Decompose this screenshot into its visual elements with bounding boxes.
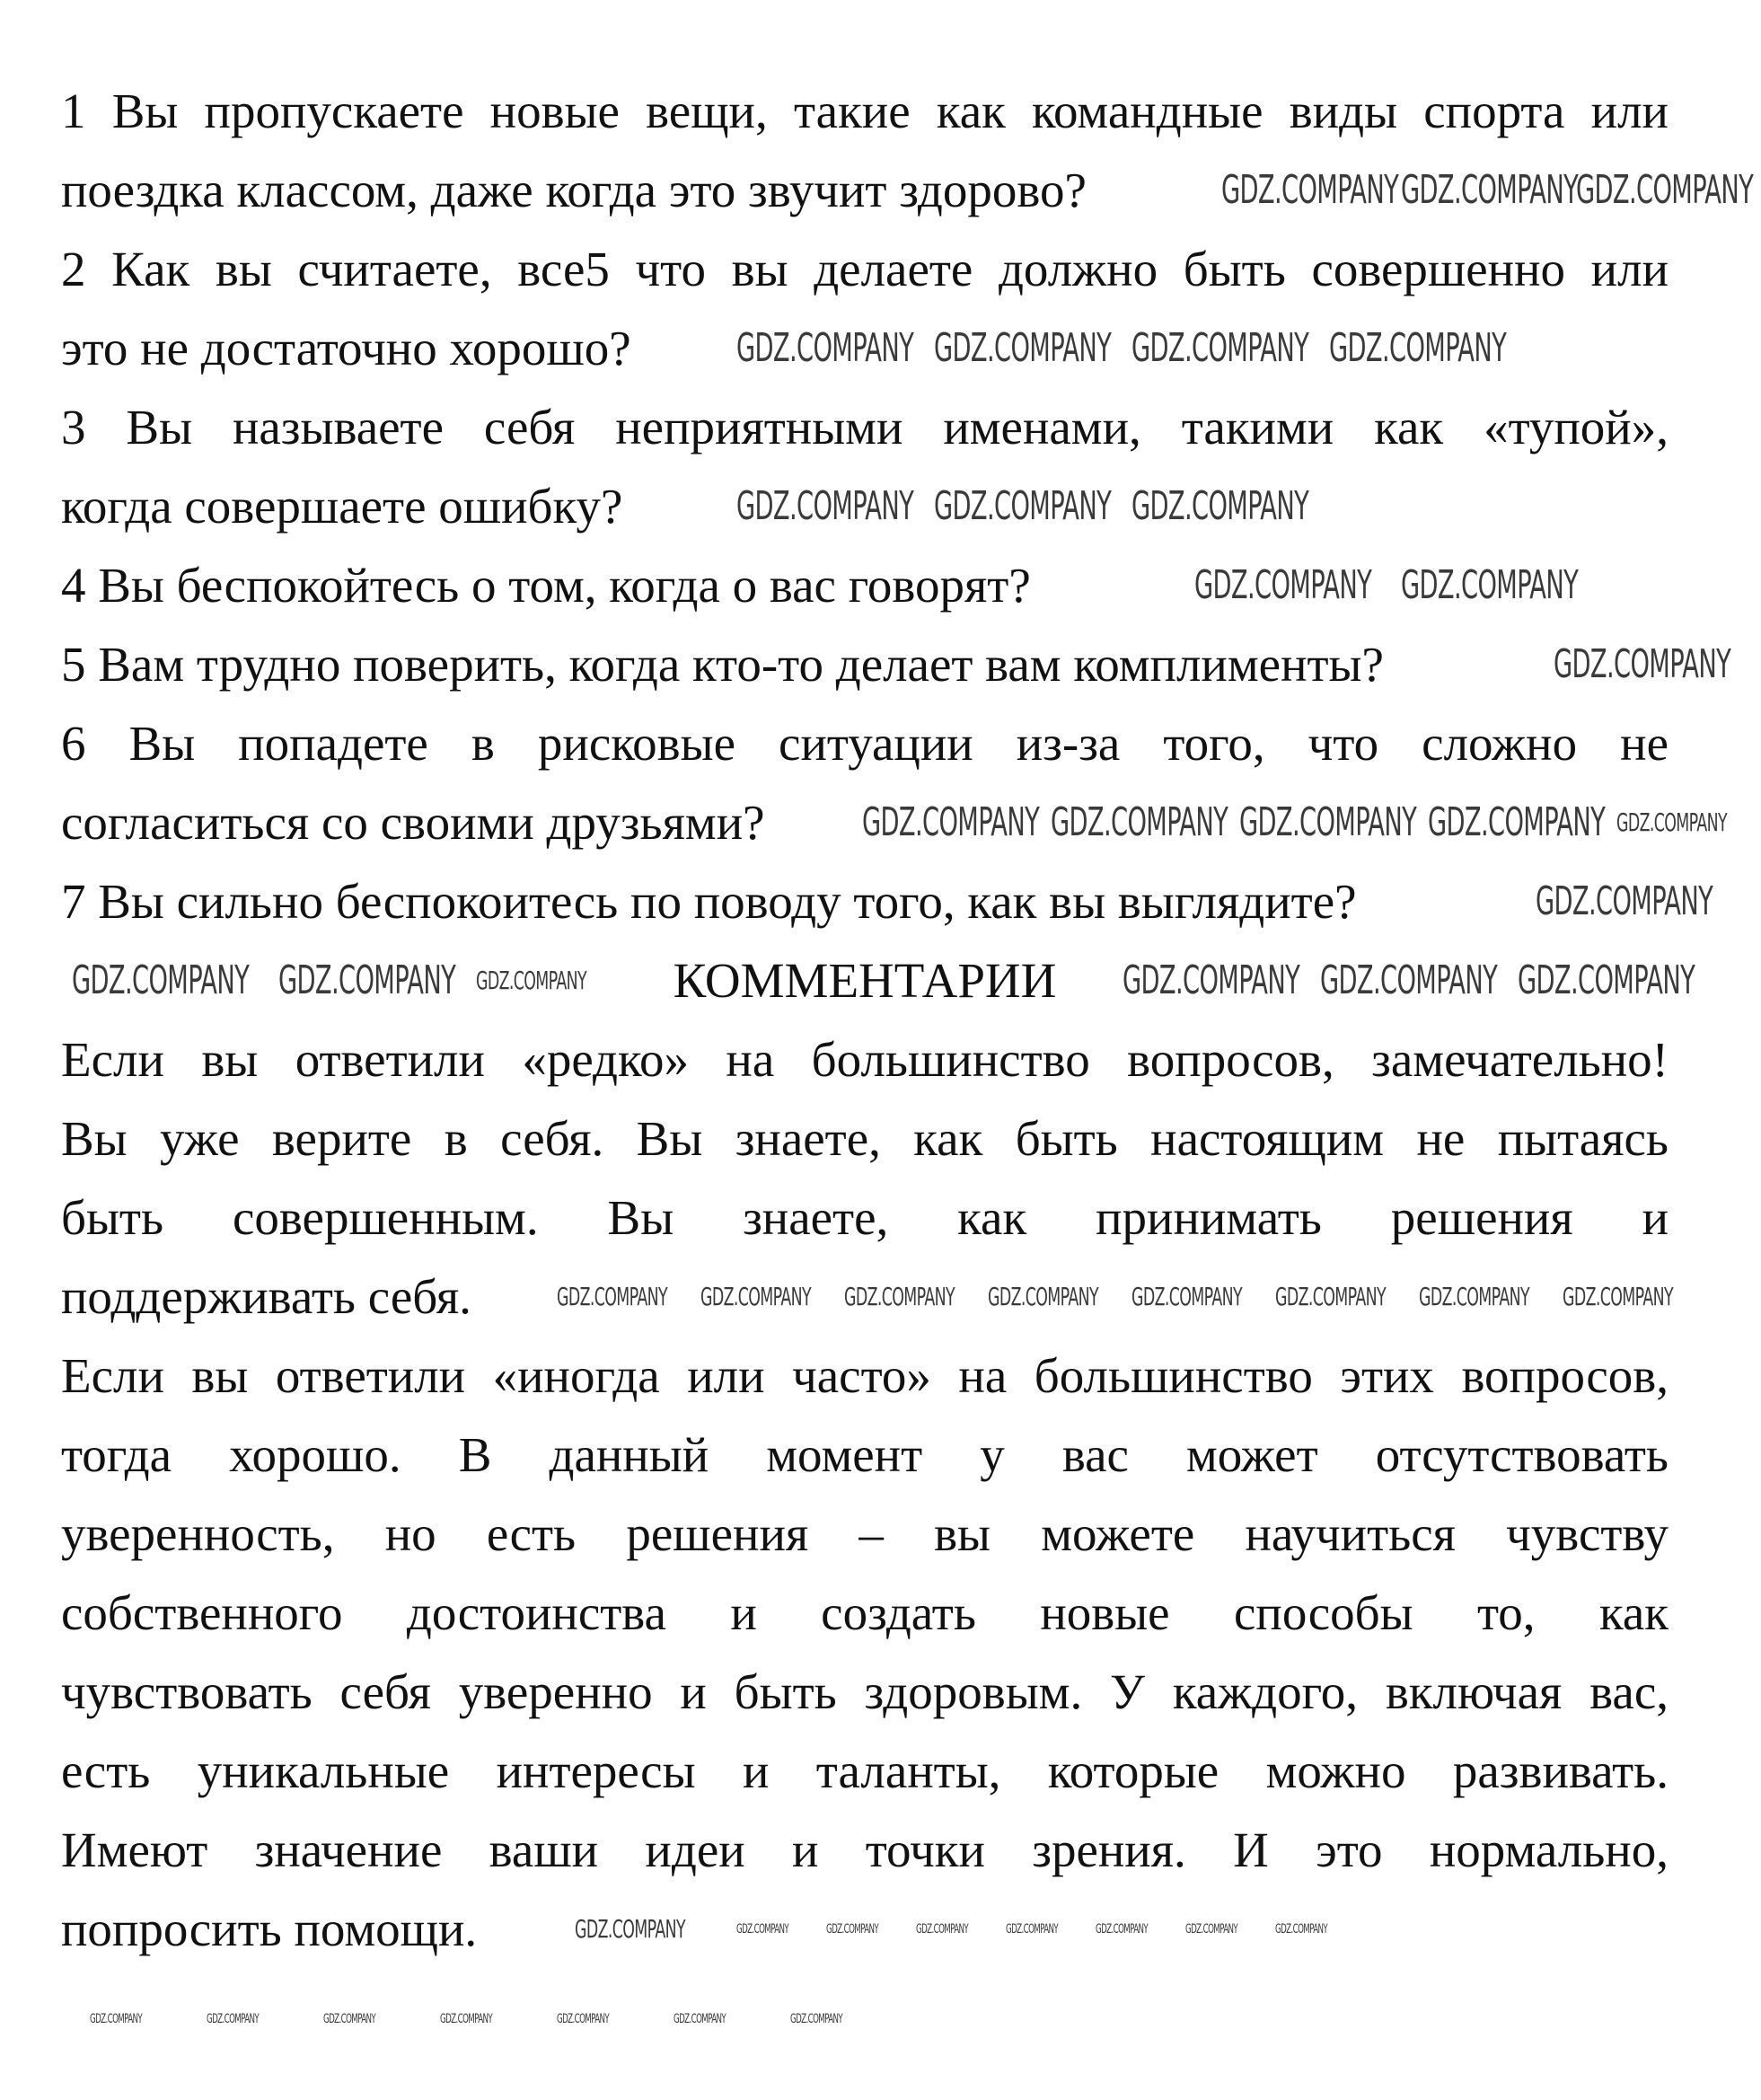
watermark: GDZ.COMPANY <box>790 2012 843 2026</box>
text-line: Если вы ответили «редко» на большинство вопросов, замечательно! <box>61 1032 1669 1087</box>
text-line: есть уникальные интересы и таланты, которые можно развивать. <box>61 1743 1669 1798</box>
watermark: GDZ.COMPANY <box>862 799 1040 845</box>
watermark: GDZ.COMPANY <box>1221 166 1399 213</box>
watermark: GDZ.COMPANY <box>1616 807 1728 837</box>
watermark: GDZ.COMPANY <box>575 1913 686 1944</box>
text-line: 5 Вам трудно поверить, когда кто-то делает вам комплименты? <box>61 637 1384 692</box>
watermark: GDZ.COMPANY <box>1428 799 1606 845</box>
text-line: согласиться со своими друзьями? <box>61 795 765 850</box>
watermark: GDZ.COMPANY <box>90 2012 143 2026</box>
watermark: GDZ.COMPANY <box>1275 1281 1387 1311</box>
question-item <box>61 704 1669 862</box>
watermark: GDZ.COMPANY <box>1518 957 1695 1003</box>
watermark: GDZ.COMPANY <box>826 1921 879 1937</box>
text-line: Вы уже верите в себя. Вы знаете, как быть настоящим не пытаясь <box>61 1111 1669 1166</box>
watermark: GDZ.COMPANY <box>476 965 587 995</box>
text-line: 7 Вы сильно беспокоитесь по поводу того, как вы выглядите? <box>61 874 1357 929</box>
watermark: GDZ.COMPANY <box>1320 957 1498 1003</box>
watermark: GDZ.COMPANY <box>278 957 456 1003</box>
question-item <box>61 230 1669 388</box>
watermark: GDZ.COMPANY <box>1536 878 1713 924</box>
watermark: GDZ.COMPANY <box>1401 561 1579 608</box>
text-line: поддерживать себя. <box>61 1269 471 1324</box>
comment-paragraph <box>61 1020 1669 1337</box>
question-item <box>61 546 1669 625</box>
watermark: GDZ.COMPANY <box>1554 640 1731 687</box>
text-line: 1 Вы пропускаете новые вещи, такие как командные виды спорта или <box>61 84 1669 138</box>
watermark: GDZ.COMPANY <box>1006 1921 1059 1937</box>
text-line: попросить помощи. <box>61 1901 478 1956</box>
watermark: GDZ.COMPANY <box>1185 1921 1238 1937</box>
text-line: тогда хорошо. В данный момент у вас может отсутствовать <box>61 1427 1669 1482</box>
watermark: GDZ.COMPANY <box>1401 166 1579 213</box>
watermark: GDZ.COMPANY <box>1123 957 1300 1003</box>
watermark: GDZ.COMPANY <box>1096 1921 1149 1937</box>
question-item <box>61 388 1669 546</box>
text-line: 6 Вы попадете в рисковые ситуации из-за того, что сложно не <box>61 716 1669 771</box>
watermark: GDZ.COMPANY <box>1194 561 1372 608</box>
text-line: 3 Вы называете себя неприятными именами, такими как «тупой», <box>61 400 1669 454</box>
text-line: уверенность, но есть решения – вы можете научиться чувству <box>61 1506 1669 1561</box>
watermark: GDZ.COMPANY <box>934 324 1112 371</box>
question-item <box>61 72 1669 230</box>
text-line: поездка классом, даже когда это звучит здорово? <box>61 163 1087 217</box>
watermark: GDZ.COMPANY <box>700 1281 812 1311</box>
watermark: GDZ.COMPANY <box>674 2012 726 2026</box>
watermark: GDZ.COMPANY <box>736 324 914 371</box>
text-line: 4 Вы беспокойтесь о том, когда о вас говорят? <box>61 558 1031 613</box>
watermark: GDZ.COMPANY <box>1131 482 1309 529</box>
text-line: когда совершаете ошибку? <box>61 479 623 534</box>
watermark: GDZ.COMPANY <box>1563 1281 1674 1311</box>
watermark: GDZ.COMPANY <box>207 2012 260 2026</box>
document-body <box>61 72 1669 1969</box>
comments-text <box>61 1020 1669 1969</box>
watermark: GDZ.COMPANY <box>844 1281 955 1311</box>
watermark: GDZ.COMPANY <box>440 2012 493 2026</box>
watermark: GDZ.COMPANY <box>1275 1921 1328 1937</box>
watermark: GDZ.COMPANY <box>934 482 1112 529</box>
question-item <box>61 625 1669 704</box>
comments-heading: КОММЕНТАРИИ <box>673 953 1057 1008</box>
text-line: это не достаточно хорошо? <box>61 321 631 375</box>
watermark: GDZ.COMPANY <box>1131 1281 1243 1311</box>
watermark: GDZ.COMPANY <box>557 1281 668 1311</box>
watermark: GDZ.COMPANY <box>323 2012 376 2026</box>
text-line: чувствовать себя уверенно и быть здоровым. У каждого, включая вас, <box>61 1664 1669 1719</box>
text-line: собственного достоинства и создать новые способы то, как <box>61 1585 1669 1640</box>
watermark: GDZ.COMPANY <box>916 1921 969 1937</box>
question-item <box>61 862 1669 941</box>
watermark: GDZ.COMPANY <box>1329 324 1507 371</box>
text-line: Если вы ответили «иногда или часто» на большинство этих вопросов, <box>61 1348 1669 1403</box>
watermark: GDZ.COMPANY <box>988 1281 1099 1311</box>
watermark: GDZ.COMPANY <box>557 2012 610 2026</box>
watermark: GDZ.COMPANY <box>72 957 250 1003</box>
watermark: GDZ.COMPANY <box>1131 324 1309 371</box>
watermark: GDZ.COMPANY <box>1576 166 1754 213</box>
comment-paragraph <box>61 1337 1669 1969</box>
question-list <box>61 72 1669 941</box>
watermark: GDZ.COMPANY <box>1051 799 1228 845</box>
watermark: GDZ.COMPANY <box>736 1921 789 1937</box>
watermark: GDZ.COMPANY <box>736 482 914 529</box>
text-line: Имеют значение ваши идеи и точки зрения. И это нормально, <box>61 1822 1669 1877</box>
text-line: 2 Как вы считаете, все5 что вы делаете должно быть совершенно или <box>61 242 1669 296</box>
watermark: GDZ.COMPANY <box>1419 1281 1530 1311</box>
watermark: GDZ.COMPANY <box>1239 799 1417 845</box>
text-line: быть совершенным. Вы знаете, как принимать решения и <box>61 1190 1669 1245</box>
